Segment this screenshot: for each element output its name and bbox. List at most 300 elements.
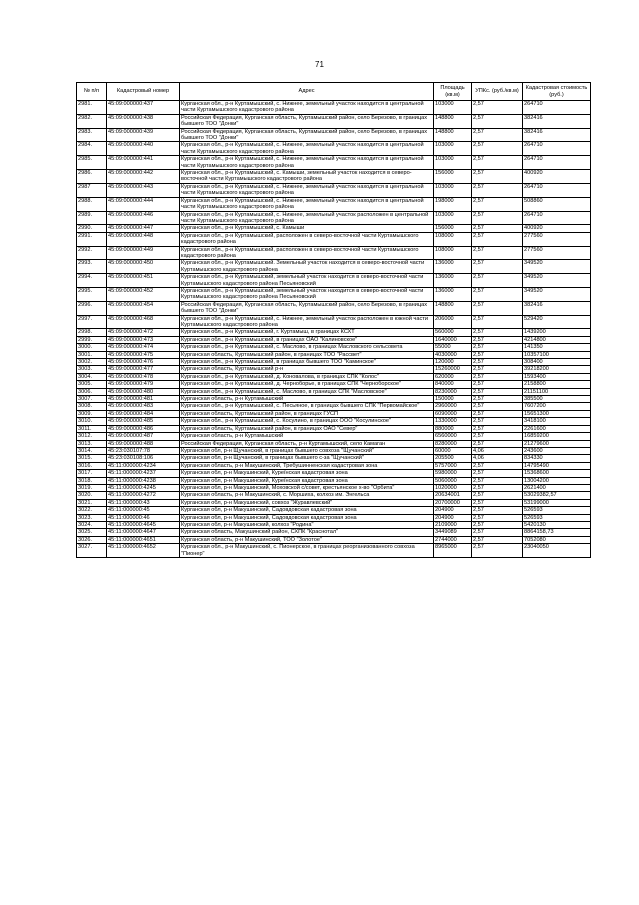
cell-address: Курганская обл., р-н Куртамышский, расположен в северо-восточной части Куртамышского кадастрового района xyxy=(180,246,434,260)
cell-row-number: 3022. xyxy=(77,507,107,514)
cell-cadastral-number: 45:23:030107:78 xyxy=(107,447,180,454)
table-row xyxy=(77,183,591,197)
table-row xyxy=(77,274,591,288)
cell-row-number: 3004. xyxy=(77,373,107,380)
cell-area: 1330000 xyxy=(434,418,472,425)
cell-row-number: 2990. xyxy=(77,225,107,232)
cell-area: 4030000 xyxy=(434,351,472,358)
cell-row-number: 3021. xyxy=(77,499,107,506)
cell-cadastral-number: 45:09:000000:480 xyxy=(107,388,180,395)
cell-cadastral-number: 45:09:000000:468 xyxy=(107,315,180,329)
cell-cadastral-number: 45:09:000000:473 xyxy=(107,336,180,343)
cell-cadastral-cost: 385500 xyxy=(523,396,591,403)
cell-cadastral-number: 45:11:000000:4272 xyxy=(107,492,180,499)
cell-cadastral-cost: 382416 xyxy=(523,128,591,142)
cell-cadastral-number: 45:23:030108:106 xyxy=(107,455,180,462)
cell-upks: 2,57 xyxy=(472,477,523,484)
cell-cadastral-cost: 526593 xyxy=(523,514,591,521)
cell-cadastral-cost: 400920 xyxy=(523,225,591,232)
cell-area: 8230000 xyxy=(434,388,472,395)
cell-cadastral-number: 45:11:000000:4238 xyxy=(107,477,180,484)
cell-upks: 2,57 xyxy=(472,128,523,142)
cell-cadastral-number: 45:11:000000:4245 xyxy=(107,484,180,491)
cell-cadastral-number: 45:09:000000:450 xyxy=(107,260,180,274)
cell-area: 205500 xyxy=(434,455,472,462)
cell-row-number: 3006. xyxy=(77,388,107,395)
table-header xyxy=(77,83,591,101)
cell-cadastral-cost: 15368600 xyxy=(523,470,591,477)
cell-area: 3449089 xyxy=(434,529,472,536)
table-row xyxy=(77,170,591,184)
cell-row-number: 3009. xyxy=(77,410,107,417)
cell-address: Курганская обл, р-н Макушинский, совхоз "Журавлевский" xyxy=(180,499,434,506)
cell-address: Курганская обл., р-н Куртамышский, с. Песьяное, в границах бывшего СПК "Первомайское" xyxy=(180,403,434,410)
cell-cadastral-number: 45:09:000000:487 xyxy=(107,433,180,440)
cell-address: Курганская обл., р-н Куртамышский, с. Нижнее, земельный участок расположен в центральной части Куртамышского кадастрового района xyxy=(180,211,434,225)
cell-upks: 2,57 xyxy=(472,287,523,301)
cell-cadastral-number: 45:09:000000:454 xyxy=(107,301,180,315)
cell-address: Курганская обл, р-н Щучанский, в границах бывшего с-за "Щучанский" xyxy=(180,455,434,462)
cell-cadastral-cost: 264710 xyxy=(523,211,591,225)
table-row xyxy=(77,410,591,417)
cell-row-number: 3017. xyxy=(77,470,107,477)
cell-upks: 2,57 xyxy=(472,433,523,440)
column-header-address: Адрес xyxy=(180,83,434,101)
cell-address: Курганская обл., р-н Куртамышский, г. Куртамыш, в границах КСХТ xyxy=(180,329,434,336)
cell-cadastral-cost: 529420 xyxy=(523,315,591,329)
cell-area: 2960000 xyxy=(434,403,472,410)
table-row xyxy=(77,351,591,358)
cell-row-number: 3025. xyxy=(77,529,107,536)
cell-row-number: 2995. xyxy=(77,287,107,301)
cell-row-number: 3010. xyxy=(77,418,107,425)
cell-upks: 2,57 xyxy=(472,315,523,329)
cell-cadastral-cost: 277560 xyxy=(523,246,591,260)
cell-address: Курганская обл, р-н Макушинский, колхоз "Родина" xyxy=(180,521,434,528)
cell-address: Курганская обл., р-н Куртамышский, в границах бывшего ТОО "Каминское" xyxy=(180,359,434,366)
cell-upks: 2,57 xyxy=(472,344,523,351)
cell-area: 103000 xyxy=(434,142,472,156)
table-row xyxy=(77,336,591,343)
cell-cadastral-cost: 264710 xyxy=(523,183,591,197)
cell-address: Российская Федерация, Курганская область, Куртамышский район, село Березово, в границах бывшего ТОО "Донки" xyxy=(180,128,434,142)
table-row xyxy=(77,492,591,499)
cell-row-number: 3016. xyxy=(77,462,107,469)
cell-cadastral-cost: 7052080 xyxy=(523,536,591,543)
cell-area: 880000 xyxy=(434,425,472,432)
cell-cadastral-cost: 264710 xyxy=(523,101,591,115)
cell-upks: 2,57 xyxy=(472,381,523,388)
cell-upks: 2,57 xyxy=(472,336,523,343)
cell-upks: 2,57 xyxy=(472,246,523,260)
cell-row-number: 3023. xyxy=(77,514,107,521)
table-row xyxy=(77,329,591,336)
cell-cadastral-number: 45:09:000000:451 xyxy=(107,274,180,288)
cell-area: 136000 xyxy=(434,287,472,301)
cell-cadastral-cost: 8864158,73 xyxy=(523,529,591,536)
cell-area: 620000 xyxy=(434,373,472,380)
cell-row-number: 3012. xyxy=(77,433,107,440)
table-row xyxy=(77,425,591,432)
table-row xyxy=(77,514,591,521)
table-row xyxy=(77,301,591,315)
table-row xyxy=(77,440,591,447)
cell-cadastral-number: 45:09:000000:476 xyxy=(107,359,180,366)
cell-address: Курганская область, р-н Куртамышский xyxy=(180,433,434,440)
cell-cadastral-cost: 10357100 xyxy=(523,351,591,358)
table-row xyxy=(77,499,591,506)
cell-cadastral-cost: 264710 xyxy=(523,142,591,156)
cell-cadastral-number: 45:11:000000:4237 xyxy=(107,470,180,477)
cell-upks: 2,57 xyxy=(472,211,523,225)
cell-cadastral-cost: 15651300 xyxy=(523,410,591,417)
cell-address: Курганская обл., р-н Куртамышский, с. Маслово, в границах Масловского сельсовета xyxy=(180,344,434,351)
cell-upks: 2,57 xyxy=(472,507,523,514)
cell-area: 5060000 xyxy=(434,477,472,484)
table-row xyxy=(77,507,591,514)
cell-upks: 2,57 xyxy=(472,260,523,274)
cell-area: 103000 xyxy=(434,211,472,225)
cell-area: 204900 xyxy=(434,514,472,521)
cell-address: Курганская обл., р-н Куртамышский, в границах ОАО "Калиновское" xyxy=(180,336,434,343)
cell-upks: 2,57 xyxy=(472,329,523,336)
cell-cadastral-cost: 14795490 xyxy=(523,462,591,469)
cell-address: Курганская область, Куртамышский р-н xyxy=(180,366,434,373)
table-row xyxy=(77,396,591,403)
table-row xyxy=(77,477,591,484)
table-row xyxy=(77,156,591,170)
cell-cadastral-number: 45:09:000000:447 xyxy=(107,225,180,232)
cell-row-number: 2992. xyxy=(77,246,107,260)
cell-cadastral-cost: 382416 xyxy=(523,114,591,128)
cell-upks: 2,57 xyxy=(472,156,523,170)
cell-area: 136000 xyxy=(434,274,472,288)
cell-cadastral-cost: 21279600 xyxy=(523,440,591,447)
table-row xyxy=(77,101,591,115)
cell-area: 108000 xyxy=(434,246,472,260)
table-row xyxy=(77,447,591,454)
table-row xyxy=(77,373,591,380)
cell-upks: 2,57 xyxy=(472,514,523,521)
cell-upks: 2,57 xyxy=(472,373,523,380)
cell-cadastral-cost: 526593 xyxy=(523,507,591,514)
cell-upks: 2,57 xyxy=(472,232,523,246)
cell-cadastral-number: 45:09:000000:452 xyxy=(107,287,180,301)
cell-row-number: 2982. xyxy=(77,114,107,128)
cell-row-number: 2999. xyxy=(77,336,107,343)
cell-upks: 2,57 xyxy=(472,521,523,528)
cell-area: 103000 xyxy=(434,101,472,115)
cell-address: Курганская обл., р-н Куртамышский, земельный участок находится в северо-восточной части Куртамышского кадастрового района Песьяновский xyxy=(180,287,434,301)
cell-cadastral-number: 45:11:000000:4652 xyxy=(107,544,180,558)
cell-upks: 2,57 xyxy=(472,301,523,315)
cell-address: Курганская область, р-н Макушинский, Требушинненская кадастровая зона xyxy=(180,462,434,469)
cell-area: 8280000 xyxy=(434,440,472,447)
cell-address: Курганская обл, р-н Макушинский, Куреїнская кадастровая зона xyxy=(180,470,434,477)
cell-cadastral-number: 45:09:000000:484 xyxy=(107,410,180,417)
cell-upks: 2,57 xyxy=(472,440,523,447)
cell-row-number: 3002. xyxy=(77,359,107,366)
table-row xyxy=(77,211,591,225)
cell-area: 198000 xyxy=(434,197,472,211)
cell-address: Курганская область, Куртамышский район, в границах ОАО "Север" xyxy=(180,425,434,432)
table-row xyxy=(77,128,591,142)
cell-cadastral-cost: 1593400 xyxy=(523,373,591,380)
cell-address: Курганская область, Куртамышский район, в границах ТОО "Рассвет" xyxy=(180,351,434,358)
cell-address: Курганская область, Куртамышский район, в границах ГУСП xyxy=(180,410,434,417)
cell-row-number: 3000. xyxy=(77,344,107,351)
cell-address: Курганская обл., р-н Макушинский, с. Пионерское, в границах реорганизованного совхоза "Пионер" xyxy=(180,544,434,558)
cell-cadastral-number: 45:11:000000:4234 xyxy=(107,462,180,469)
cell-upks: 2,57 xyxy=(472,101,523,115)
cell-upks: 2,57 xyxy=(472,544,523,558)
cell-area: 60000 xyxy=(434,447,472,454)
cell-upks: 2,57 xyxy=(472,197,523,211)
cell-cadastral-cost: 23040050 xyxy=(523,544,591,558)
cell-address: Курганская обл., р-н Куртамышский, с. Камыши xyxy=(180,225,434,232)
cell-upks: 2,57 xyxy=(472,396,523,403)
cell-cadastral-number: 45:11:000000:43 xyxy=(107,499,180,506)
cell-upks: 2,57 xyxy=(472,470,523,477)
cell-cadastral-number: 45:11:000000:4647 xyxy=(107,529,180,536)
cell-area: 148800 xyxy=(434,128,472,142)
cell-cadastral-number: 45:09:000000:449 xyxy=(107,246,180,260)
cell-area: 2109000 xyxy=(434,521,472,528)
cell-row-number: 2996. xyxy=(77,301,107,315)
cadastral-value-table xyxy=(76,82,591,558)
table-row xyxy=(77,403,591,410)
cell-area: 148800 xyxy=(434,301,472,315)
table-row xyxy=(77,344,591,351)
cell-upks: 2,57 xyxy=(472,403,523,410)
cell-cadastral-cost: 382416 xyxy=(523,301,591,315)
cell-address: Курганская обл., р-н Куртамышский, с. Камыши, земельный участок находится в северо-восточной части Куртамышского кадастрового района xyxy=(180,170,434,184)
cell-cadastral-cost: 349520 xyxy=(523,287,591,301)
cell-row-number: 3003. xyxy=(77,366,107,373)
cell-address: Курганская обл., р-н Куртамышский, с. Нижнее, земельный участок находится в центральной части Куртамышского кадастрового района xyxy=(180,101,434,115)
cell-row-number: 3026. xyxy=(77,536,107,543)
cell-upks: 2,57 xyxy=(472,499,523,506)
cell-area: 204900 xyxy=(434,507,472,514)
cell-address: Курганская обл., р-н Куртамышский, с. Нижнее, земельный участок расположен в южной части Куртамышского кадастрового района xyxy=(180,315,434,329)
cell-upks: 2,57 xyxy=(472,170,523,184)
cell-area: 150000 xyxy=(434,396,472,403)
cell-area: 1020000 xyxy=(434,484,472,491)
cell-area: 840000 xyxy=(434,381,472,388)
cell-upks: 2,57 xyxy=(472,225,523,232)
cell-row-number: 3011. xyxy=(77,425,107,432)
cell-row-number: 3027. xyxy=(77,544,107,558)
cell-area: 156000 xyxy=(434,225,472,232)
cell-cadastral-number: 45:11:000000:45 xyxy=(107,507,180,514)
cell-area: 2744000 xyxy=(434,536,472,543)
cell-cadastral-cost: 53029382,57 xyxy=(523,492,591,499)
cell-upks: 2,57 xyxy=(472,114,523,128)
cell-cadastral-cost: 2621400 xyxy=(523,484,591,491)
table-row xyxy=(77,359,591,366)
cell-cadastral-number: 45:09:000000:437 xyxy=(107,101,180,115)
cell-cadastral-cost: 2158800 xyxy=(523,381,591,388)
cell-upks: 2,57 xyxy=(472,410,523,417)
cell-address: Курганская обл, р-н Макушинский, Моховской с/совет, крестьянское х-во "Орбита" xyxy=(180,484,434,491)
column-header-upks: УПКс. (руб./кв.м) xyxy=(472,83,523,101)
cell-row-number: 3018. xyxy=(77,477,107,484)
cell-cadastral-cost: 277560 xyxy=(523,232,591,246)
cell-upks: 4,06 xyxy=(472,455,523,462)
cell-upks: 2,57 xyxy=(472,366,523,373)
cell-row-number: 3001. xyxy=(77,351,107,358)
cell-cadastral-number: 45:09:000000:438 xyxy=(107,114,180,128)
cell-upks: 2,57 xyxy=(472,529,523,536)
cell-cadastral-cost: 308400 xyxy=(523,359,591,366)
table-row xyxy=(77,114,591,128)
cell-row-number: 2994. xyxy=(77,274,107,288)
cell-address: Курганская обл., р-н Куртамышский, с. Нижнее, земельный участок находится в центральной части Куртамышского кадастрового района xyxy=(180,197,434,211)
cell-cadastral-number: 45:09:000000:442 xyxy=(107,170,180,184)
cell-upks: 2,57 xyxy=(472,536,523,543)
cell-area: 103000 xyxy=(434,156,472,170)
cell-cadastral-number: 45:11:000000:4651 xyxy=(107,536,180,543)
cell-cadastral-cost: 2261600 xyxy=(523,425,591,432)
cell-address: Курганская обл., р-н Куртамышский, д. Черноборье, в границах СПК "Черноборское" xyxy=(180,381,434,388)
cell-row-number: 3008. xyxy=(77,403,107,410)
cell-area: 560000 xyxy=(434,329,472,336)
cell-address: Курганская обл., р-н Куртамышский, с. Косулино, в границах ООО "Косулинское" xyxy=(180,418,434,425)
cell-area: 206000 xyxy=(434,315,472,329)
cell-row-number: 3007. xyxy=(77,396,107,403)
cell-area: 103000 xyxy=(434,183,472,197)
cell-row-number: 2989. xyxy=(77,211,107,225)
table-row xyxy=(77,142,591,156)
cell-cadastral-cost: 141350 xyxy=(523,344,591,351)
cell-cadastral-cost: 53199000 xyxy=(523,499,591,506)
cell-area: 55000 xyxy=(434,344,472,351)
table-row xyxy=(77,433,591,440)
cell-row-number: 2984. xyxy=(77,142,107,156)
cell-area: 8965000 xyxy=(434,544,472,558)
cell-cadastral-number: 45:09:000000:486 xyxy=(107,425,180,432)
table-row xyxy=(77,366,591,373)
cell-cadastral-number: 45:09:000000:448 xyxy=(107,232,180,246)
table-row xyxy=(77,521,591,528)
cell-row-number: 2983. xyxy=(77,128,107,142)
cell-row-number: 3005. xyxy=(77,381,107,388)
cell-cadastral-number: 45:09:000000:479 xyxy=(107,381,180,388)
table-row xyxy=(77,246,591,260)
column-header-cadastral-number: Кадастровый номер xyxy=(107,83,180,101)
cell-upks: 2,57 xyxy=(472,492,523,499)
cell-row-number: 2993. xyxy=(77,260,107,274)
cell-address: Курганская обл., р-н Куртамышский, с. Маслово, в границах СПК "Масловское" xyxy=(180,388,434,395)
cell-area: 5757000 xyxy=(434,462,472,469)
cell-row-number: 3020. xyxy=(77,492,107,499)
cell-cadastral-number: 45:09:000000:441 xyxy=(107,156,180,170)
table-row xyxy=(77,225,591,232)
cell-cadastral-number: 45:09:000000:475 xyxy=(107,351,180,358)
cell-upks: 2,57 xyxy=(472,351,523,358)
cell-address: Курганская область, р-н Макушинский, ТОО "Золотое" xyxy=(180,536,434,543)
cell-address: Курганская обл., р-н Куртамышский, д. Коновалова, в границах СПК "Колос" xyxy=(180,373,434,380)
cell-address: Российская Федерация, Курганская область, Куртамышский район, село Березово, в границах бывшего ТОО "Донки" xyxy=(180,301,434,315)
cell-cadastral-cost: 7607200 xyxy=(523,403,591,410)
cell-upks: 2,57 xyxy=(472,388,523,395)
cell-cadastral-number: 45:09:000000:444 xyxy=(107,197,180,211)
cell-cadastral-number: 45:09:000000:472 xyxy=(107,329,180,336)
table-body xyxy=(77,101,591,558)
cell-area: 156000 xyxy=(434,170,472,184)
cell-row-number: 3024. xyxy=(77,521,107,528)
cell-cadastral-number: 45:09:000000:481 xyxy=(107,396,180,403)
page-number: 71 xyxy=(315,60,324,69)
cell-cadastral-cost: 13004200 xyxy=(523,477,591,484)
cell-row-number: 2987 xyxy=(77,183,107,197)
cell-upks: 2,57 xyxy=(472,274,523,288)
cell-cadastral-cost: 5420130 xyxy=(523,521,591,528)
cell-address: Российская Федерация, Курганская область, р-н Куртамышский, село Камаган xyxy=(180,440,434,447)
cell-area: 15260000 xyxy=(434,366,472,373)
cell-cadastral-cost: 349520 xyxy=(523,260,591,274)
cell-address: Курганская обл., р-н Куртамышский, с. Нижнее, земельный участок находится в центральной части Куртамышского кадастрового района xyxy=(180,156,434,170)
cell-row-number: 2997. xyxy=(77,315,107,329)
cell-upks: 2,57 xyxy=(472,425,523,432)
cell-upks: 2,57 xyxy=(472,142,523,156)
cell-address: Курганская обл, р-н Макушинский, Садовдовская кадастровая зона xyxy=(180,514,434,521)
column-header-number: № п/п xyxy=(77,83,107,101)
cell-cadastral-number: 45:09:000000:443 xyxy=(107,183,180,197)
cell-area: 5980000 xyxy=(434,470,472,477)
cell-row-number: 3015. xyxy=(77,455,107,462)
cell-row-number: 2981. xyxy=(77,101,107,115)
cell-cadastral-cost: 4214800 xyxy=(523,336,591,343)
cell-upks: 4,06 xyxy=(472,447,523,454)
cell-area: 6090000 xyxy=(434,410,472,417)
cell-address: Курганская обл., р-н Куртамышский. Земельный участок находится в северо-восточной части Куртамышского кадастрового района xyxy=(180,260,434,274)
cell-cadastral-cost: 834330 xyxy=(523,455,591,462)
cell-cadastral-cost: 39218200 xyxy=(523,366,591,373)
cell-row-number: 2988. xyxy=(77,197,107,211)
column-header-cadastral-cost: Кадастровая стоимость (руб.) xyxy=(523,83,591,101)
cell-cadastral-cost: 264710 xyxy=(523,156,591,170)
cell-area: 120000 xyxy=(434,359,472,366)
cell-address: Курганская область, Макушинский район, СХПК "Краснотал" xyxy=(180,529,434,536)
cell-address: Курганская область, р-н Макушинский, с. Моршиха, колхоз им. Энгельса xyxy=(180,492,434,499)
cell-address: Курганская область, р-н Куртамышский xyxy=(180,396,434,403)
cell-cadastral-cost: 400920 xyxy=(523,170,591,184)
cell-cadastral-number: 45:09:000000:478 xyxy=(107,373,180,380)
cell-row-number: 3019. xyxy=(77,484,107,491)
cell-row-number: 2998. xyxy=(77,329,107,336)
cell-cadastral-number: 45:09:000000:483 xyxy=(107,403,180,410)
table-row xyxy=(77,418,591,425)
table-row xyxy=(77,536,591,543)
cell-upks: 2,57 xyxy=(472,462,523,469)
cell-address: Курганская обл, р-н Макушинский, Садовдовская кадастровая зона xyxy=(180,507,434,514)
cell-row-number: 2985. xyxy=(77,156,107,170)
table-row xyxy=(77,287,591,301)
cell-cadastral-cost: 1439200 xyxy=(523,329,591,336)
cell-area: 20700000 xyxy=(434,499,472,506)
cell-upks: 2,57 xyxy=(472,418,523,425)
column-header-area: Площадь (кв.м) xyxy=(434,83,472,101)
table-row xyxy=(77,260,591,274)
cell-area: 6560000 xyxy=(434,433,472,440)
cell-address: Курганская обл, р-н Макушинский, Куреїнская кадастровая зона xyxy=(180,477,434,484)
cell-cadastral-number: 45:09:000000:485 xyxy=(107,418,180,425)
cell-area: 136000 xyxy=(434,260,472,274)
cell-upks: 2,57 xyxy=(472,484,523,491)
cell-upks: 2,57 xyxy=(472,183,523,197)
table-row xyxy=(77,470,591,477)
